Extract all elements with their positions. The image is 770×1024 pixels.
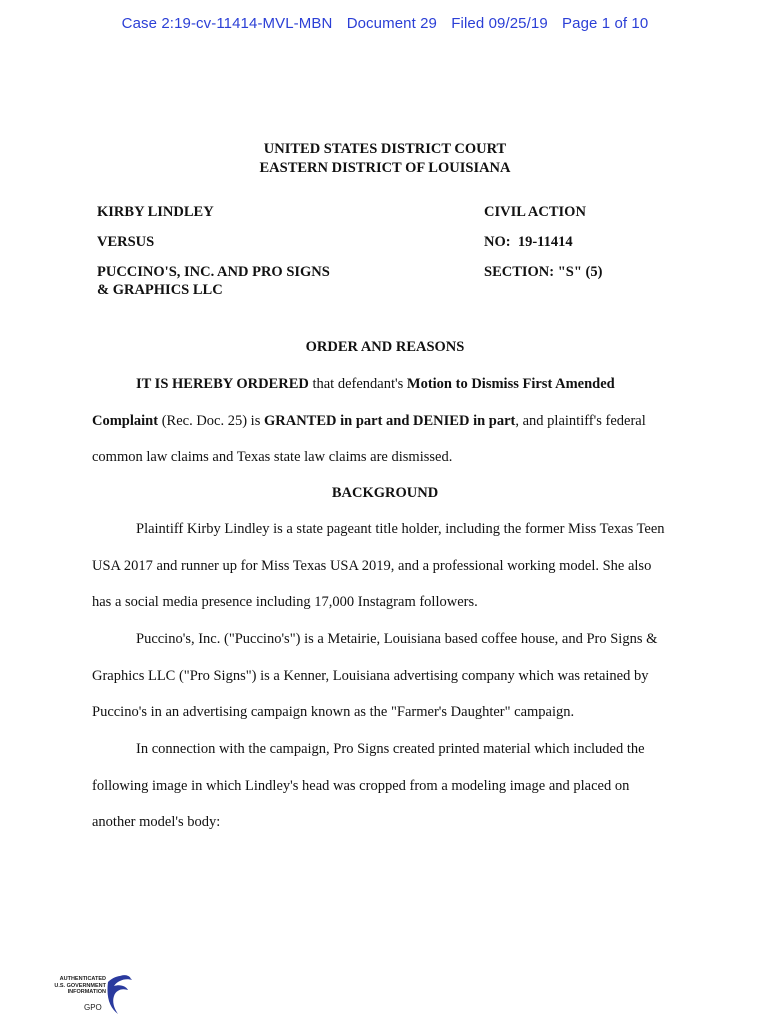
ruling: GRANTED in part and DENIED in part [263,412,516,429]
gpo-authentication-logo [44,972,134,1018]
section-label: SECTION: "S" (5) [484,264,603,280]
court-name: UNITED STATES DISTRICT COURT [263,141,507,157]
page-number: Page 1 of 10 [562,15,649,32]
order-phrase: IT IS HEREBY ORDERED [136,376,309,392]
defendants-line-2: & GRAPHICS LLC [97,282,223,298]
order-text-1: that defendant's [308,376,407,392]
case-docket-number: NO: 19-11414 [484,234,573,250]
case-header [0,15,770,32]
court-heading [0,140,770,178]
civil-action-label: CIVIL ACTION [484,204,586,220]
gpo-label: GPO [84,1003,102,1012]
versus-label: VERSUS [97,234,155,250]
court-district: EASTERN DISTRICT OF LOUISIANA [259,160,511,176]
plaintiff-name: KIRBY LINDLEY [97,204,214,220]
background-paragraph-1: Plaintiff Kirby Lindley is a state pageant title holder, including the former Miss Texas Teen USA 2017 and runner up for Miss Texas USA 2019, and a professional working model. She also has a social media presence including 17,000 Instagram followers. [92,521,665,610]
order-paragraph [92,366,672,476]
defendants [97,263,330,299]
gpo-authentication-text [44,976,106,996]
defendants-line-1: PUCCINO'S, INC. AND PRO SIGNS [97,264,330,280]
background-paragraph-3: In connection with the campaign, Pro Signs created printed material which included the following image in which Lindley's head was cropped from a modeling image and placed on another model's body: [92,741,645,830]
case-number: Case 2:19-cv-11414-MVL-MBN [121,15,333,32]
background-paragraph-2: Puccino's, Inc. ("Puccino's") is a Metairie, Louisiana based coffee house, and Pro Signs & Graphics LLC ("Pro Signs") is a Kenner, Louisiana advertising company which was retained by Puccino's in an advertising campaign known as the "Farmer's Daughter" campaign. [92,631,658,720]
motion-name: Motion to Dismiss First Amended Complaint [92,376,615,429]
document-number: Document 29 [346,15,438,32]
order-title: ORDER AND REASONS [305,339,465,355]
gpo-line-3: INFORMATION [67,989,106,995]
eagle-icon [104,972,134,1016]
order-text-2: (Rec. Doc. 25) is [158,412,264,429]
background-heading: BACKGROUND [331,485,439,501]
gpo-line-2: U.S. GOVERNMENT [54,982,106,989]
gpo-line-1: AUTHENTICATED [59,976,106,982]
filed-date: Filed 09/25/19 [451,15,548,32]
order-text-3: , and plaintiff's federal common law claims and Texas state law claims are dismissed. [92,412,646,465]
